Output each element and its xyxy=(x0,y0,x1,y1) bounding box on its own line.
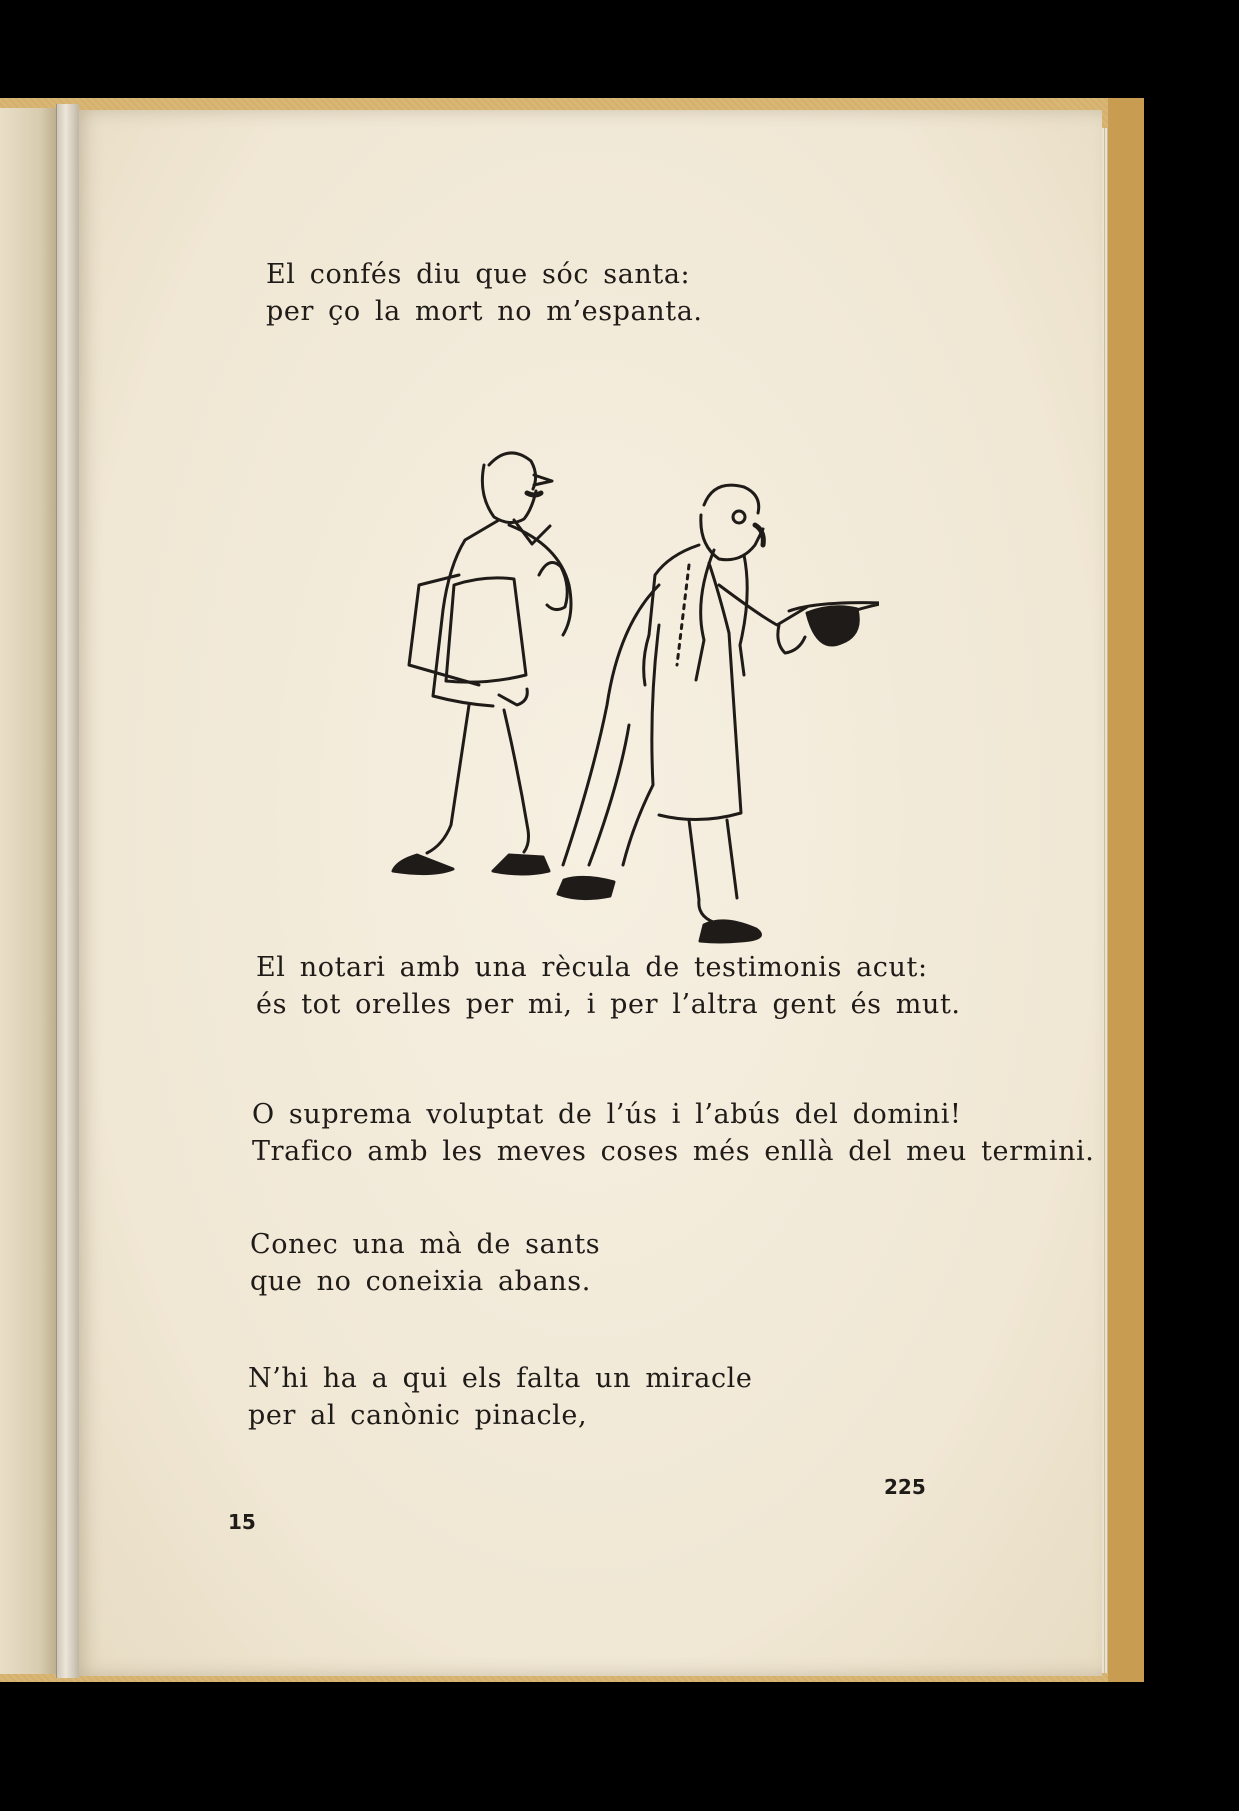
previous-page xyxy=(0,108,58,1674)
stanza-3 xyxy=(252,1096,1094,1170)
stanza-line: que no coneixia abans. xyxy=(250,1266,591,1297)
cover-edge xyxy=(1108,98,1144,1682)
stanza-line: El notari amb una rècula de testimonis acut: xyxy=(256,952,928,983)
signature-mark: 15 xyxy=(228,1510,256,1534)
page-number: 225 xyxy=(884,1475,926,1499)
stanza-line: per al canònic pinacle, xyxy=(248,1400,588,1431)
book-page xyxy=(74,110,1102,1676)
stanza-line: El confés diu que sóc santa: xyxy=(266,259,691,290)
stanza-line: és tot orelles per mi, i per l’altra gent és mut. xyxy=(256,989,961,1020)
stanza-line: Trafico amb les meves coses més enllà del meu termini. xyxy=(252,1136,1095,1167)
stanza-1 xyxy=(266,256,703,330)
book-spine xyxy=(56,104,79,1678)
stanza-line: N’hi ha a qui els falta un miracle xyxy=(248,1363,753,1394)
left-man-hair xyxy=(489,453,536,489)
stanza-5 xyxy=(248,1360,753,1434)
stanza-line: per ço la mort no m’espanta. xyxy=(266,296,703,327)
two-men-walking-illustration xyxy=(359,425,879,1005)
right-man-cap xyxy=(704,485,759,513)
stanza-4 xyxy=(250,1226,600,1300)
stanza-line: O suprema voluptat de l’ús i l’abús del domini! xyxy=(252,1099,962,1130)
stanza-line: Conec una mà de sants xyxy=(250,1229,601,1260)
stanza-2 xyxy=(256,949,961,1023)
